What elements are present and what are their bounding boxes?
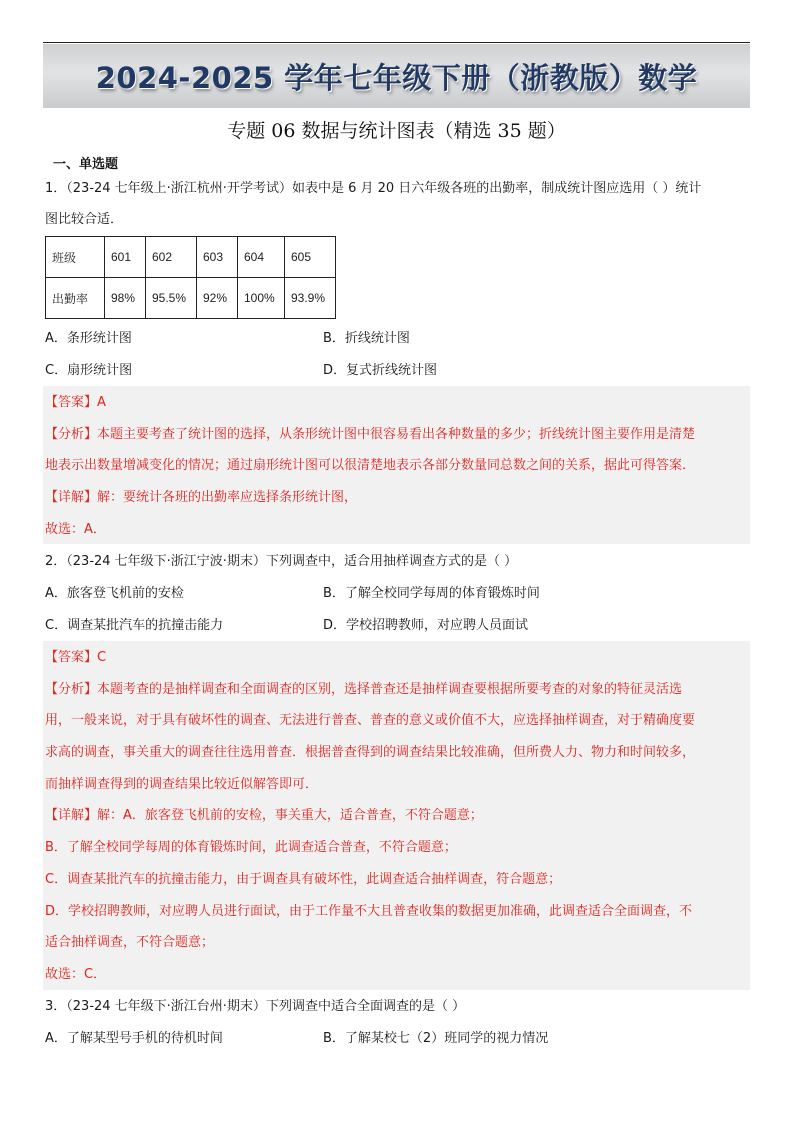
page-subtitle: 专题 06 数据与统计图表（精选 35 题） [227,120,566,142]
table-row [46,278,336,319]
q2-detail-line3: C．调查某批汽车的抗撞击能力，由于调查具有破坏性，此调查适合抽样调查，符合题意； [45,872,562,887]
q1-stem-line1: 1．（23-24 七年级上·浙江杭州·开学考试）如表中是 6 月 20 日六年级各班的出勤率，制成统计图应选用（ ）统计 [45,181,702,196]
q1-analysis-line2: 地表示出数量增减变化的情况；通过扇形统计图可以很清楚地表示各部分数量同总数之间的关系，据此可得答案． [45,458,696,473]
q2-analysis-line2: 用，一般来说，对于具有破坏性的调查、无法进行普查、普查的意义或价值不大，应选择抽样调查，对于精确度要 [45,713,696,728]
q2-conclusion: 故选：C． [45,967,107,982]
q2-detail-line2: B．了解全校同学每周的体育锻炼时间，此调查适合普查，不符合题意； [45,840,457,855]
q3-option-a: A．了解某型号手机的待机时间 [45,1031,223,1046]
q2-analysis-line3: 求高的调查，事关重大的调查往往选用普查．根据普查得到的调查结果比较准确，但所费人力、物力和时间较多， [45,745,696,760]
q3-stem: 3．（23-24 七年级下·浙江台州·期末）下列调查中适合全面调查的是（ ） [45,999,466,1014]
table-cell: 92% [197,278,238,319]
q1-option-b: B．折线统计图 [323,331,410,346]
q2-detail-line5: 适合抽样调查，不符合题意； [45,935,215,950]
table-cell: 601 [105,237,146,278]
q2-option-c: C．调查某批汽车的抗撞击能力 [45,618,224,633]
table-row [46,237,336,278]
q1-option-c: C．扇形统计图 [45,363,133,378]
q2-answer-block [43,641,750,990]
q2-answer: 【答案】C [45,650,107,665]
title-banner [43,44,750,108]
q2-option-a: A．旅客登飞机前的安检 [45,586,184,601]
q2-analysis-line4: 而抽样调查得到的调查结果比较近似解答即可． [45,777,319,792]
q2-analysis-line1: 【分析】本题考查的是抽样调查和全面调查的区别，选择普查还是抽样调查要根据所要考查的对象的特征灵活选 [45,682,683,697]
q1-conclusion: 故选：A． [45,522,106,537]
q1-detail-label: 【详解】 [45,490,98,505]
q2-stem: 2．（23-24 七年级下·浙江宁波·期末）下列调查中，适合用抽样调查方式的是（ ） [45,554,518,569]
q2-option-b: B．了解全校同学每周的体育锻炼时间 [323,586,540,601]
table-cell: 602 [146,237,197,278]
q1-analysis-line1: 【分析】本题主要考查了统计图的选择，从条形统计图中很容易看出各种数量的多少；折线统计图主要作用是清楚 [45,427,696,442]
q1-answer: 【答案】A [45,395,106,410]
q1-detail [45,489,357,507]
q1-answer-block [43,386,750,544]
attendance-table [45,236,336,319]
q2-option-d: D．学校招聘教师，对应聘人员面试 [323,618,529,633]
table-cell: 98% [105,278,146,319]
table-cell: 603 [197,237,238,278]
table-cell: 93.9% [285,278,336,319]
table-cell: 出勤率 [46,278,105,319]
q1-option-d: D．复式折线统计图 [323,363,438,378]
table-cell: 100% [238,278,285,319]
banner-title: 2024-2025 学年七年级下册（浙教版）数学 [95,61,698,95]
table-cell: 604 [238,237,285,278]
q1-option-a: A．条形统计图 [45,331,132,346]
table-cell: 班级 [46,237,105,278]
top-rule [43,42,750,43]
table-cell: 605 [285,237,336,278]
q2-detail-line1: 【详解】解：A．旅客登飞机前的安检，事关重大，适合普查，不符合题意； [45,808,483,823]
section-title: 一、单选题 [53,157,119,172]
q1-detail-text: 解：要统计各班的出勤率应选择条形统计图， [97,490,358,505]
table-cell: 95.5% [146,278,197,319]
q1-stem-line2: 图比较合适． [45,212,124,227]
q3-option-b: B．了解某校七（2）班同学的视力情况 [323,1031,549,1046]
q2-detail-line4: D．学校招聘教师，对应聘人员进行面试，由于工作量不大且普查收集的数据更加准确，此调查适合全面调查，不 [45,904,693,919]
